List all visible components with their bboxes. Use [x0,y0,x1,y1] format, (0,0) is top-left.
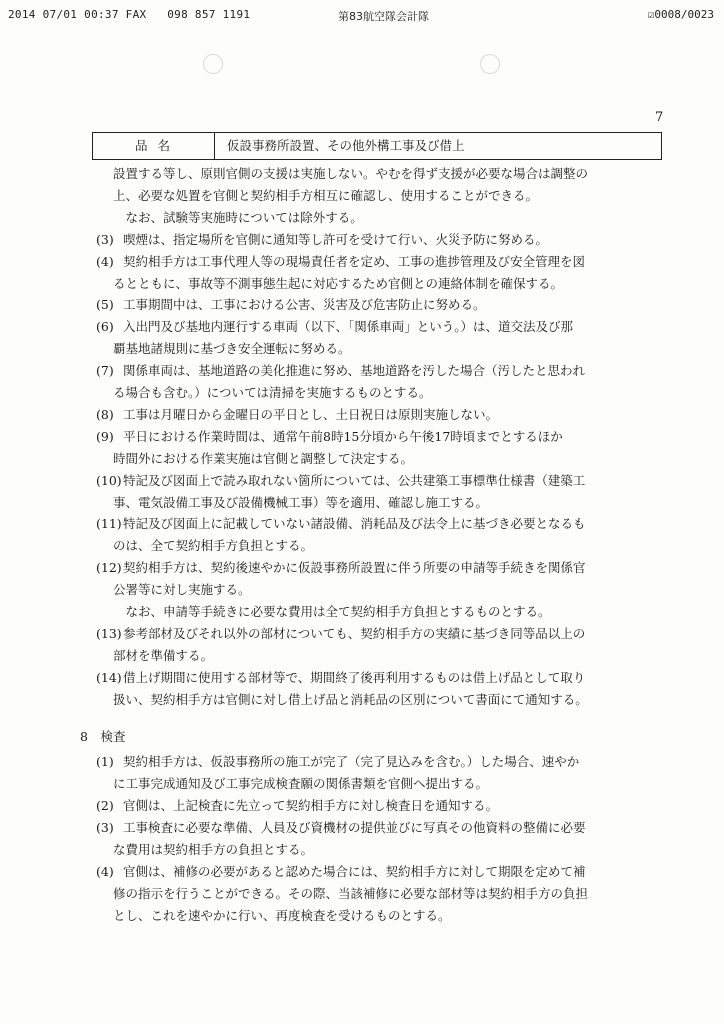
paragraph-line: 契約相手方は工事代理人等の現場責任者を定め、工事の進捗管理及び安全管理を図 [123,253,586,269]
inspection-line: 修の指示を行うことができる。その際、当該補修に必要な部材等は契約相手方の負担 [113,885,589,901]
paragraph-line: 扱い、契約相手方は官側に対し借上げ品と消耗品の区別について書面にて通知する。 [113,691,588,707]
item-number: (2) [96,798,114,814]
item-number: (3) [96,231,114,247]
item-number: (4) [96,863,114,879]
inspection-line: 官側は、上記検査に先立って契約相手方に対し検査日を通知する。 [123,798,499,814]
inspection-line: な費用は契約相手方の負担とする。 [113,842,314,857]
item-number: (1) [96,754,114,770]
paragraph-line: 覇基地諸規則に基づき安全運転に努める。 [113,341,351,357]
fax-header [8,8,714,24]
paragraph-line: 参考部材及びそれ以外の部材についても、契約相手方の実績に基づき同等品以上の [123,625,586,641]
paragraph-line: なお、申請等手続きに必要な費用は全て契約相手方負担とするものとする。 [113,604,551,619]
paragraph-line: 喫煙は、指定場所を官側に通知等し許可を受けて行い、火災予防に努める。 [123,231,549,247]
fax-timestamp: 2014 07/01 00:37 FAX 098 857 1191 [8,8,251,21]
inspection-line: に工事完成通知及び工事完成検査願の関係書類を官側へ提出する。 [113,776,489,792]
item-number: (10) [96,472,122,488]
fax-phone: 098 857 1191 [167,8,251,21]
item-name-table [92,132,662,160]
paragraph-line: 工事は月曜日から金曜日の平日とし、土日祝日は原則実施しない。 [123,406,499,422]
page-number: 7 [655,110,664,125]
item-value: 仮設事務所設置、その他外構工事及び借上 [227,138,465,153]
item-number: (6) [96,319,114,335]
paragraph-line: なお、試験等実施時については除外する。 [113,209,363,225]
paragraph-line: 平日における作業時間は、通常午前8時15分頃から午後17時頃までとするほか [123,428,563,444]
item-number: (7) [96,363,114,379]
section-heading: 8 検査 [80,728,126,744]
punch-hole-left [203,54,223,74]
inspection-line: 契約相手方は、仮設事務所の施工が完了（完了見込みを含む。）した場合、速やか [123,754,580,770]
paragraph-line: 特記及び図面上に記載していない諸設備、消耗品及び法令上に基づき必要となるも [123,516,586,532]
item-number: (4) [96,253,114,269]
paragraph-line: 部材を準備する。 [113,647,214,663]
item-number: (3) [96,820,114,836]
paragraph-line: 上、必要な処置を官側と契約相手方相互に確認し、使用することができる。 [113,187,539,203]
fax-sender: 第83航空隊会計隊 [338,10,429,23]
paragraph-line: 設置する等し、原則官側の支援は実施しない。やむを得ず支援が必要な場合は調整の [113,166,589,181]
inspection-line: とし、これを速やかに行い、再度検査を受けるものとする。 [113,907,451,923]
paragraph-line: 契約相手方は、契約後速やかに仮設事務所設置に伴う所要の申請等手続きを関係官 [123,560,586,576]
paragraph-line: 工事期間中は、工事における公害、災害及び危害防止に努める。 [123,297,486,313]
fax-page-info: ☑0008/0023 [647,8,714,21]
item-number: (9) [96,428,114,444]
inspection-line: 工事検査に必要な準備、人員及び資機材の提供並びに写真その他資料の整備に必要 [123,820,586,836]
inspection-line: 官側は、補修の必要があると認めた場合には、契約相手方に対して期限を定めて補 [123,863,586,879]
paragraph-line: 公署等に対し実施する。 [113,582,251,598]
paragraph-line: 事、電気設備工事及び設備機械工事）等を適用、確認し施工する。 [113,494,489,510]
item-number: (5) [96,297,114,313]
item-number: (12) [96,560,122,576]
paragraph-line: 借上げ期間に使用する部材等で、期間終了後再利用するものは借上げ品として取り [123,669,586,685]
paragraph-line: 特記及び図面上で読み取れない箇所については、公共建築工事標準仕様書（建築工 [123,472,586,488]
item-number: (13) [96,625,122,641]
paragraph-line: のは、全て契約相手方負担とする。 [113,538,314,554]
paragraph-line: 入出門及び基地内運行する車両（以下、「関係車両」という。）は、道交法及び那 [123,319,574,335]
item-number: (14) [96,669,122,685]
paragraph-line: 関係車両は、基地道路の美化推進に努め、基地道路を汚した場合（汚したと思われ [123,363,586,379]
item-number: (8) [96,406,114,422]
punch-hole-right [480,54,500,74]
item-number: (11) [96,516,122,532]
paragraph-line: るとともに、事故等不測事態生起に対応するため官側との連絡体制を確保する。 [113,275,564,291]
item-label: 品名 [93,133,215,159]
paragraph-line: る場合も含む。）については清掃を実施するものとする。 [113,385,432,400]
paragraph-line: 時間外における作業実施は官側と調整して決定する。 [113,450,414,466]
